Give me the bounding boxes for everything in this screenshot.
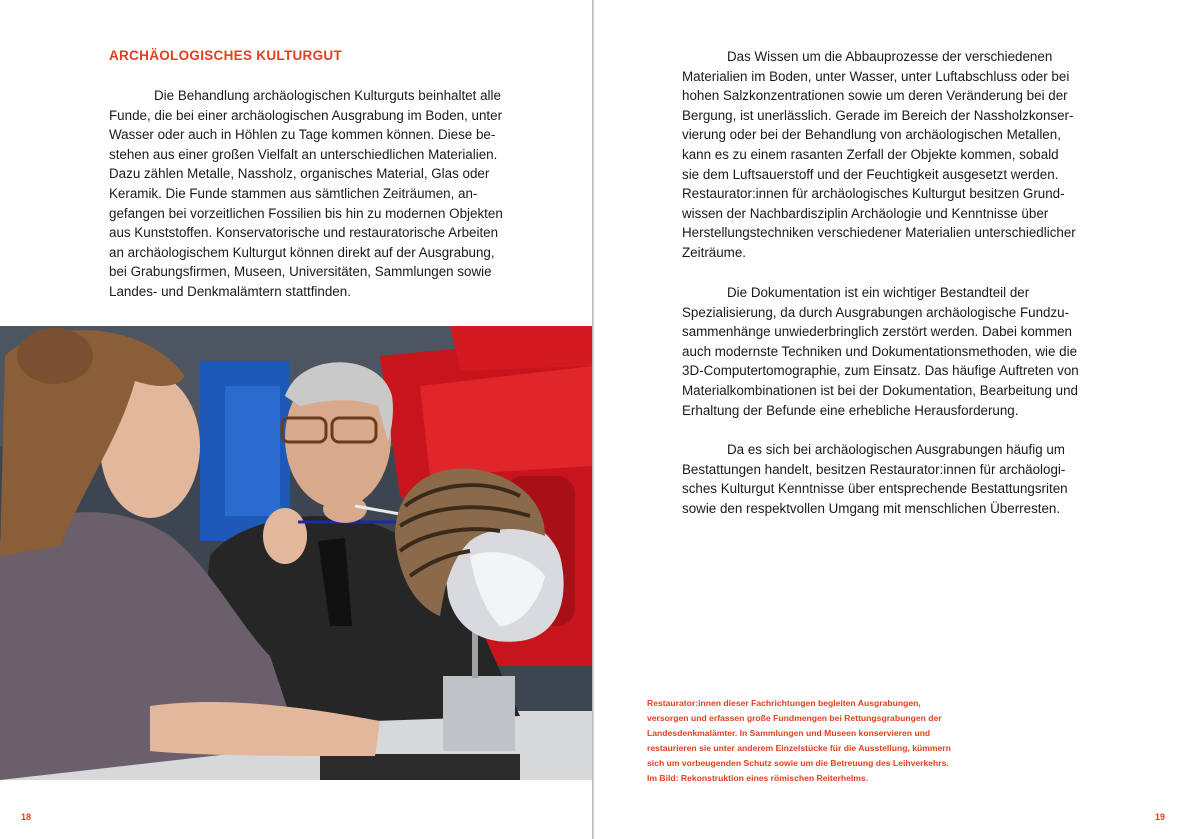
caption-line: Landesdenkmalämter. In Sammlungen und Museen konservieren und	[647, 728, 931, 738]
text-line: kann es zu einem rasanten Zerfall der Objekte kommen, sobald	[682, 146, 1059, 162]
section-heading: ARCHÄOLOGISCHES KULTURGUT	[109, 48, 342, 63]
text-line: Bergung, ist unerlässlich. Gerade im Bereich der Nassholzkonser-	[682, 107, 1074, 123]
right-page	[594, 0, 1189, 839]
caption-line: versorgen und erfassen große Fundmengen bei Rettungsgrabungen der	[647, 713, 942, 723]
text-line: gefangen bei vorzeitlichen Fossilien bis hin zu modernen Objekten	[109, 205, 503, 221]
text-line: Landes- und Denkmalämtern stattfinden.	[109, 283, 351, 299]
text-line: vierung oder bei der Behandlung von archäologischen Metallen,	[682, 127, 1061, 143]
text-line: stehen aus einer großen Vielfalt an unterschiedlichen Materialien.	[109, 146, 498, 162]
text-line: wissen der Nachbardisziplin Archäologie und Kenntnisse über	[682, 205, 1049, 221]
caption-line: sich um vorbeugenden Schutz sowie um die Betreuung des Leihverkehrs.	[647, 758, 949, 768]
text-line: bei Grabungsfirmen, Museen, Universitäten, Sammlungen sowie	[109, 264, 492, 280]
text-line: Keramik. Die Funde stammen aus sämtlichen Zeiträumen, an-	[109, 185, 478, 201]
text-line: sie dem Luftsauerstoff und der Feuchtigkeit ausgesetzt werden.	[682, 166, 1059, 182]
helmet-stand	[443, 676, 515, 751]
text-line: Zeiträume.	[682, 244, 746, 260]
text-line: Materialien im Boden, unter Wasser, unter Luftabschluss oder bei	[682, 68, 1070, 84]
text-line: aus Kunststoffen. Konservatorische und restauratorische Arbeiten	[109, 225, 499, 241]
page-number: 19	[1155, 812, 1166, 822]
text-line: Die Behandlung archäologischen Kulturguts beinhaltet alle	[154, 88, 501, 103]
text-line: sammenhänge unwiederbringlich zerstört werden. Dabei kommen	[682, 324, 1073, 340]
page-number: 18	[21, 812, 32, 822]
text-line: 3D-Computertomographie, zum Einsatz. Das häufige Auftreten von	[682, 363, 1079, 379]
restoration-photo	[0, 326, 593, 780]
intro-paragraph	[109, 86, 503, 302]
text-line: hohen Salzkonzentrationen sowie um deren Veränderung bei der	[682, 88, 1068, 104]
text-line: auch modernste Techniken und Dokumentationsmethoden, wie die	[682, 343, 1078, 359]
text-line: Restaurator:innen für archäologisches Kulturgut besitzen Grund-	[682, 186, 1065, 202]
photo-caption	[647, 696, 951, 786]
caption-line: Im Bild: Rekonstruktion eines römischen Reiterhelms.	[647, 773, 869, 783]
paragraph-burials	[682, 440, 1068, 518]
text-line: Herstellungstechniken verschiedener Materialien unterschiedlicher	[682, 225, 1076, 241]
text-line: Die Dokumentation ist ein wichtiger Bestandteil der	[727, 285, 1030, 300]
text-line: Spezialisierung, da durch Ausgrabungen archäologische Fundzu-	[682, 304, 1070, 320]
text-line: an archäologischem Kulturgut können direkt auf der Ausgrabung,	[109, 244, 495, 260]
paragraph-decay-processes	[682, 47, 1076, 263]
text-line: sches Kulturgut Kenntnisse über entsprechende Bestattungsriten	[682, 481, 1068, 497]
paragraph-documentation	[682, 283, 1079, 420]
text-line: Erhaltung der Befunde eine erhebliche Herausforderung.	[682, 402, 1019, 418]
text-line: Funde, die bei einer archäologischen Ausgrabung im Boden, unter	[109, 107, 503, 123]
text-line: Wasser oder auch in Höhlen zu Tage kommen können. Diese be-	[109, 127, 496, 143]
left-page	[0, 0, 593, 839]
caption-line: restaurieren sie unter anderem Einzelstücke für die Ausstellung, kümmern	[647, 743, 951, 753]
text-line: Dazu zählen Metalle, Nassholz, organisches Material, Glas oder	[109, 166, 490, 182]
caption-line: Restaurator:innen dieser Fachrichtungen begleiten Ausgrabungen,	[647, 698, 921, 708]
text-line: Materialkombinationen ist bei der Dokumentation, Bearbeitung und	[682, 382, 1079, 398]
text-line: Bestattungen handelt, besitzen Restaurator:innen für archäologi-	[682, 461, 1066, 477]
text-line: sowie den respektvollen Umgang mit menschlichen Überresten.	[682, 500, 1061, 516]
text-line: Das Wissen um die Abbauprozesse der verschiedenen	[727, 49, 1053, 64]
text-line: Da es sich bei archäologischen Ausgrabungen häufig um	[727, 442, 1065, 457]
